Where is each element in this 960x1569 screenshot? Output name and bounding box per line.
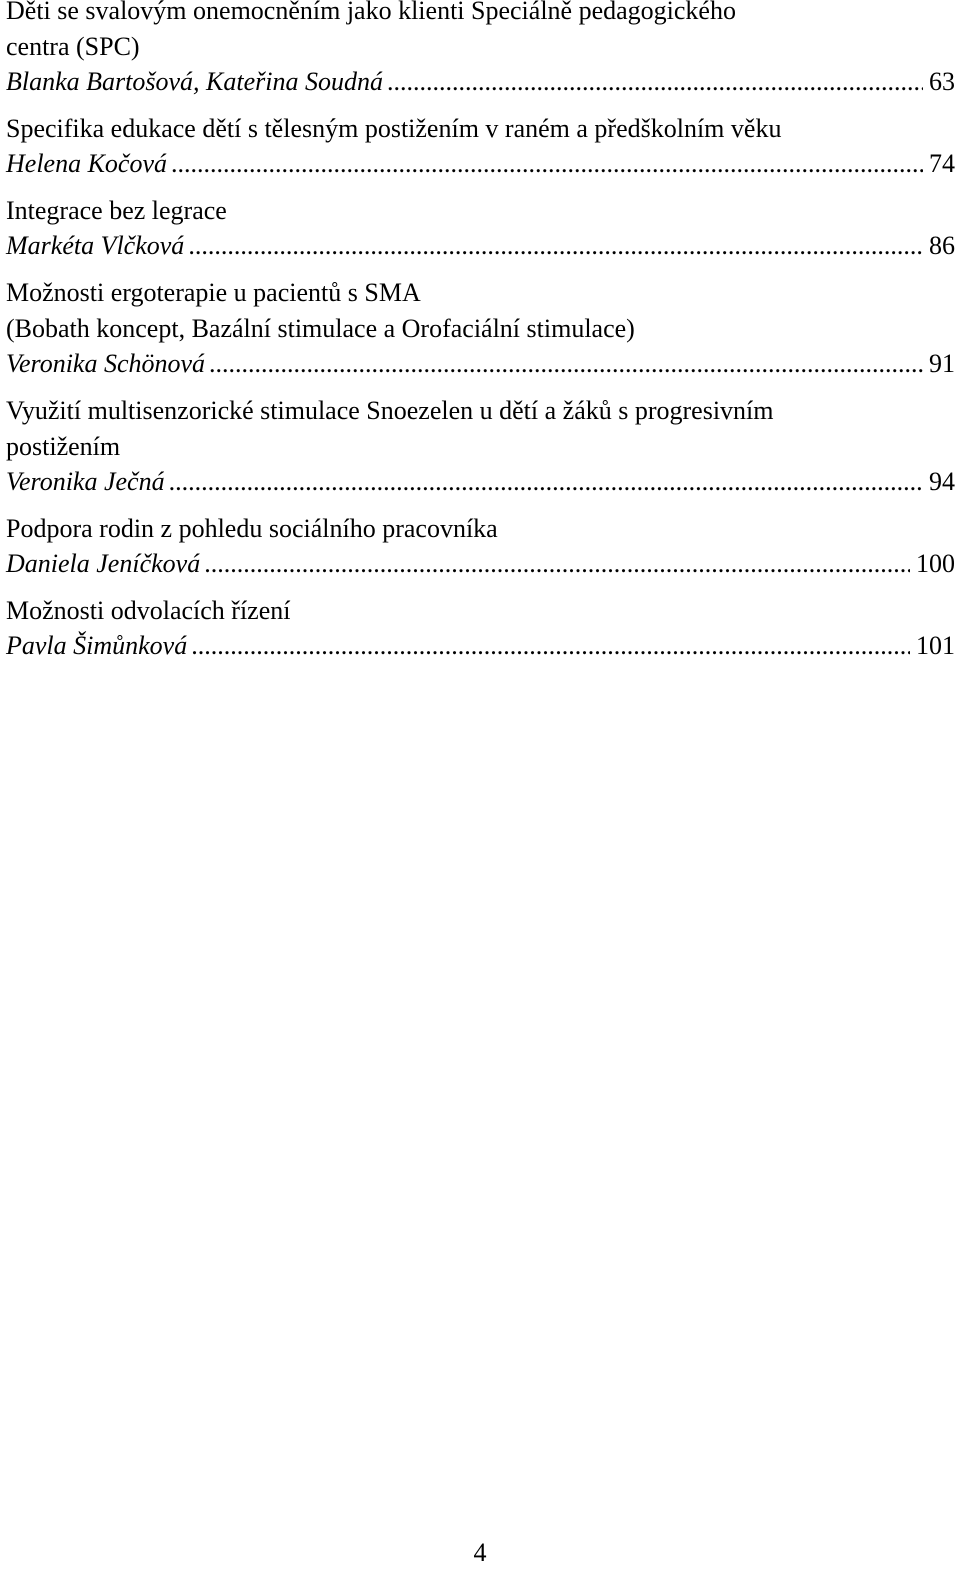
toc-entry <box>6 593 955 663</box>
toc-entry <box>6 275 955 381</box>
entry-title-line: postižením <box>6 432 121 461</box>
entry-page-number: 100 <box>916 549 955 578</box>
entry-page-number: 91 <box>929 349 955 378</box>
entry-author-line <box>6 347 955 381</box>
entry-author: Veronika Ječná <box>6 467 165 496</box>
entry-page-number: 74 <box>929 149 955 178</box>
entry-author: Pavla Šimůnková <box>6 631 188 660</box>
entry-title-line: Možnosti ergoterapie u pacientů s SMA <box>6 278 421 307</box>
entry-author: Veronika Schönová <box>6 349 206 378</box>
dot-leader <box>209 347 923 381</box>
entry-page-number: 63 <box>929 67 955 96</box>
entry-author-line <box>6 229 955 263</box>
dot-leader <box>169 465 923 499</box>
toc-entry <box>6 393 955 499</box>
entry-title-line: centra (SPC) <box>6 32 140 61</box>
entry-author-line <box>6 65 955 99</box>
entry-author: Markéta Vlčková <box>6 231 185 260</box>
entry-page-number: 86 <box>929 231 955 260</box>
entry-title-line: Specifika edukace dětí s tělesným postižením v raném a předškolním věku <box>6 114 782 143</box>
toc-entry <box>6 111 955 181</box>
dot-leader <box>188 229 923 263</box>
entry-author: Daniela Jeníčková <box>6 549 201 578</box>
dot-leader <box>191 629 910 663</box>
dot-leader <box>204 547 910 581</box>
entry-title-line: (Bobath koncept, Bazální stimulace a Orofaciální stimulace) <box>6 314 635 343</box>
entry-page-number: 101 <box>916 631 955 660</box>
page-number-footer: 4 <box>473 1538 487 1567</box>
toc-entry <box>6 193 955 263</box>
entry-title-line: Děti se svalovým onemocněním jako klienti Speciálně pedagogického <box>6 0 736 25</box>
table-of-contents <box>6 0 955 675</box>
entry-title-line: Možnosti odvolacích řízení <box>6 596 291 625</box>
entry-author-line <box>6 147 955 181</box>
entry-author: Helena Kočová <box>6 149 168 178</box>
entry-title-line: Využití multisenzorické stimulace Snoezelen u dětí a žáků s progresivním <box>6 396 774 425</box>
toc-entry <box>6 511 955 581</box>
entry-title-line: Podpora rodin z pohledu sociálního pracovníka <box>6 514 498 543</box>
entry-author: Blanka Bartošová, Kateřina Soudná <box>6 67 383 96</box>
entry-author-line <box>6 547 955 581</box>
dot-leader <box>387 65 923 99</box>
entry-author-line <box>6 629 955 663</box>
toc-entry <box>6 0 955 99</box>
entry-page-number: 94 <box>929 467 955 496</box>
entry-author-line <box>6 465 955 499</box>
entry-title-line: Integrace bez legrace <box>6 196 227 225</box>
dot-leader <box>171 147 923 181</box>
